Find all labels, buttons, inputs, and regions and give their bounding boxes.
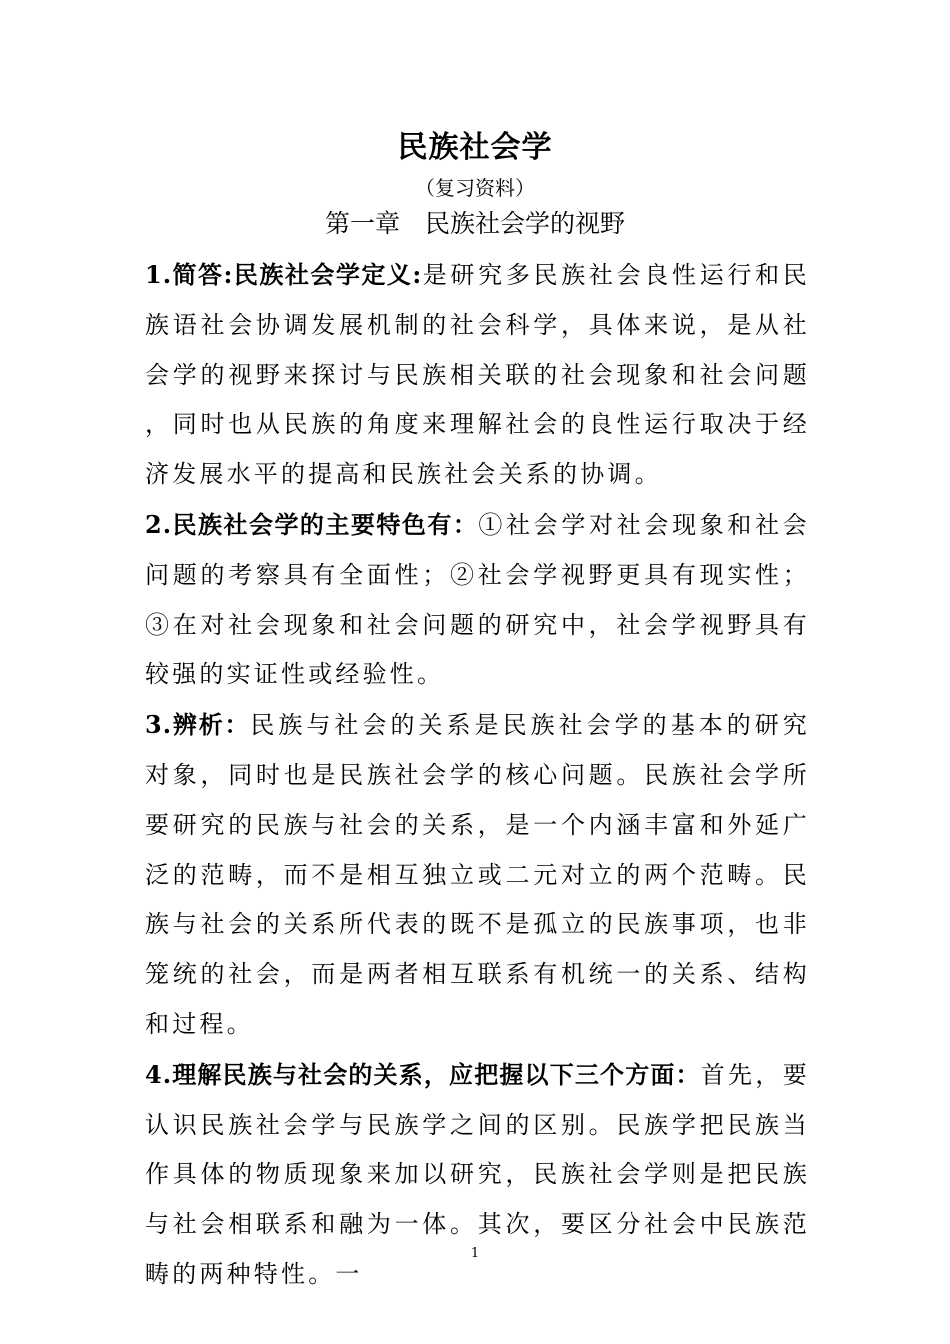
paragraph-understanding [145, 1050, 810, 1300]
chapter-title: 第一章 民族社会学的视野 [324, 209, 625, 238]
document-title: 民族社会学 [397, 130, 553, 165]
paragraph-label: 4.理解民族与社会的关系，应把握以下三个方面： [145, 1059, 701, 1089]
paragraph-label: 2.民族社会学的主要特色有： [145, 509, 479, 539]
paragraph-text: 是研究多民族社会良性运行和民族语社会协调发展机制的社会科学，具体来说，是从社会学的视野来探讨与民族相关联的社会现象和社会问题，同时也从民族的角度来理解社会的良性运行取决于经济发展水平的提高和民族社会关系的协调。 [145, 261, 810, 489]
paragraph-text: 首先，要认识民族社会学与民族学之间的区别。民族学把民族当作具体的物质现象来加以研究，民族社会学则是把民族与社会相联系和融为一体。其次，要区分社会中民族范畴的两种特性。一 [145, 1060, 810, 1288]
paragraph-label: 3.辨析： [145, 710, 251, 740]
paragraph-text: 民族与社会的关系是民族社会学的基本的研究对象，同时也是民族社会学的核心问题。民族社会学所要研究的民族与社会的关系，是一个内涵丰富和外延广泛的范畴，而不是相互独立或二元对立的两个范畴。民族与社会的关系所代表的既不是孤立的民族事项，也非笼统的社会，而是两者相互联系有机统一的关系、结构和过程。 [145, 711, 811, 1038]
document-body [145, 250, 810, 1300]
paragraph-text: ①社会学对社会现象和社会问题的考察具有全面性；②社会学视野更具有现实性；③在对社会现象和社会问题的研究中，社会学视野具有较强的实证性或经验性。 [145, 510, 810, 689]
paragraph-features [145, 500, 810, 700]
document-subtitle: （复习资料） [415, 176, 535, 200]
paragraph-label: 1.简答:民族社会学定义: [145, 260, 423, 289]
paragraph-analysis [145, 700, 810, 1050]
page-number: 1 [470, 1246, 480, 1261]
paragraph-definition [145, 250, 810, 500]
